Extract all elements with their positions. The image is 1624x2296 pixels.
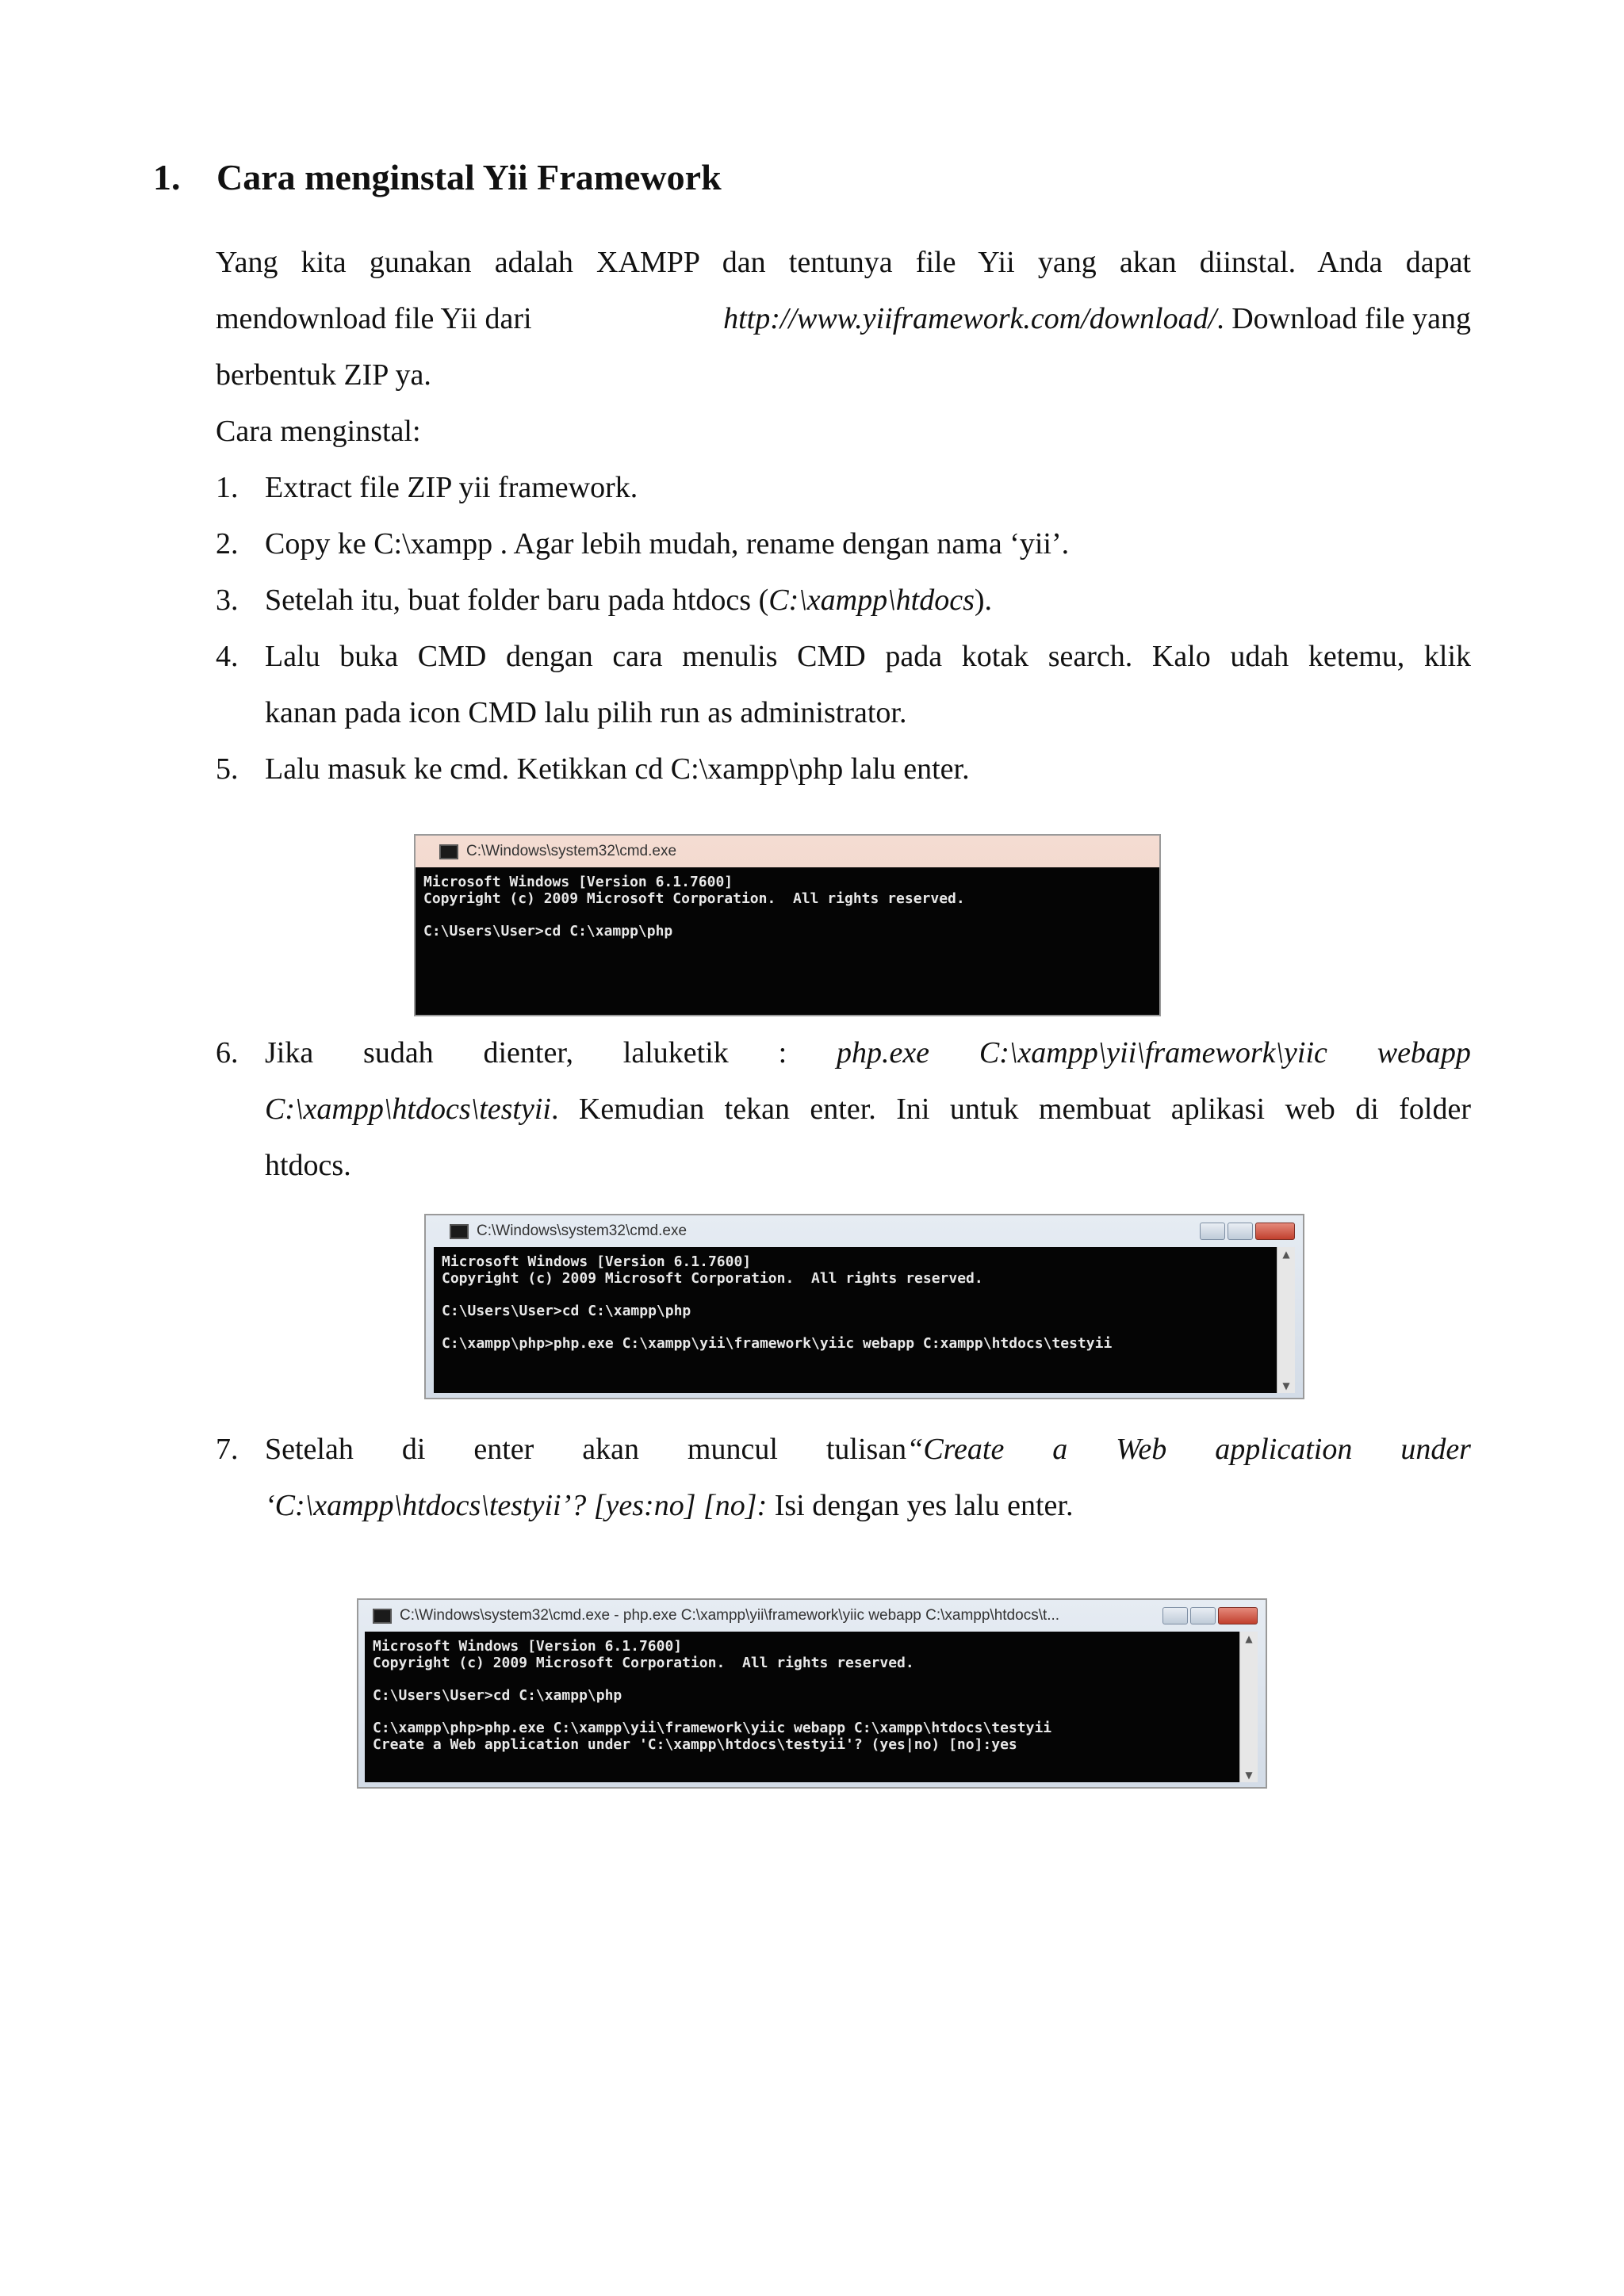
intro-line-2 bbox=[216, 291, 1471, 347]
console-output bbox=[365, 1632, 1258, 1782]
cmd-icon bbox=[439, 844, 458, 859]
quoted-word: “Create bbox=[906, 1433, 1005, 1466]
step-6-line-2-rest: . Kemudian tekan enter. Ini untuk membuat aplikasi web di folder bbox=[550, 1093, 1471, 1126]
console-title: C:\Windows\system32\cmd.exe bbox=[477, 1223, 688, 1239]
section-heading bbox=[153, 152, 722, 203]
step-6-line-3: htdocs. bbox=[265, 1149, 351, 1182]
word: akan bbox=[582, 1433, 639, 1466]
step-6 bbox=[216, 1025, 1471, 1194]
minimize-button[interactable] bbox=[1162, 1607, 1188, 1624]
steps-label: Cara menginstal: bbox=[216, 415, 421, 448]
step-7-line-2 bbox=[265, 1478, 1471, 1534]
console-line: C:\xampp\php>php.exe C:\xampp\yii\framework\yiic webapp C:xampp\htdocs\testyii bbox=[442, 1335, 1113, 1352]
cmd-icon bbox=[373, 1609, 392, 1624]
word: : bbox=[778, 1036, 787, 1070]
section-title: Cara menginstal Yii Framework bbox=[216, 157, 722, 197]
command-part: C:\xampp\yii\framework\yiic bbox=[979, 1036, 1327, 1070]
htdocs-path: C:\xampp\htdocs bbox=[768, 584, 975, 617]
step-4 bbox=[216, 629, 1471, 741]
intro-line-2-post: . Download file yang bbox=[1216, 302, 1471, 335]
step-7-line-1 bbox=[265, 1422, 1471, 1478]
console-window-3 bbox=[357, 1598, 1267, 1789]
word: laluketik bbox=[622, 1036, 729, 1070]
step-1 bbox=[216, 460, 1471, 516]
word: enter bbox=[473, 1433, 534, 1466]
close-button[interactable] bbox=[1255, 1223, 1295, 1240]
word: sudah bbox=[363, 1036, 434, 1070]
word: di bbox=[401, 1433, 426, 1466]
step-text: Lalu masuk ke cmd. Ketikkan cd C:\xampp\php lalu enter. bbox=[265, 752, 970, 786]
prompt-text: ‘C:\xampp\htdocs\testyii’? [yes:no] [no]: bbox=[265, 1489, 768, 1522]
step-2 bbox=[216, 516, 1471, 572]
scroll-down-icon[interactable]: ▼ bbox=[1282, 1380, 1290, 1391]
console-line: Microsoft Windows [Version 6.1.7600] bbox=[442, 1253, 752, 1270]
intro-line-1: Yang kita gunakan adalah XAMPP dan tentunya file Yii yang akan diinstal. Anda dapat bbox=[216, 246, 1471, 279]
step-3-pre: Setelah itu, buat folder baru pada htdocs ( bbox=[265, 584, 769, 617]
quoted-word: a bbox=[1052, 1433, 1068, 1466]
step-5 bbox=[216, 741, 1471, 798]
command-part: php.exe bbox=[836, 1036, 930, 1070]
close-button[interactable] bbox=[1218, 1607, 1258, 1624]
command-part: webapp bbox=[1377, 1036, 1471, 1070]
console-line: Microsoft Windows [Version 6.1.7600] bbox=[423, 874, 733, 890]
console-line: Create a Web application under 'C:\xampp\htdocs\testyii'? (yes|no) [no]:yes bbox=[373, 1736, 1017, 1753]
scroll-up-icon[interactable]: ▲ bbox=[1282, 1249, 1290, 1260]
step-number: 5. bbox=[216, 752, 239, 786]
word: muncul bbox=[687, 1433, 778, 1466]
step-6-line-2 bbox=[265, 1081, 1471, 1138]
console-line: C:\xampp\php>php.exe C:\xampp\yii\framework\yiic webapp C:\xampp\htdocs\testyii bbox=[373, 1720, 1052, 1736]
console-line: Microsoft Windows [Version 6.1.7600] bbox=[373, 1638, 683, 1655]
maximize-button[interactable] bbox=[1190, 1607, 1216, 1624]
step-4-line-2: kanan pada icon CMD lalu pilih run as administrator. bbox=[265, 696, 907, 729]
word: tulisan bbox=[825, 1433, 907, 1466]
scrollbar[interactable] bbox=[1277, 1247, 1295, 1393]
step-text: Copy ke C:\xampp . Agar lebih mudah, rename dengan nama ‘yii’. bbox=[265, 527, 1070, 561]
scroll-down-icon[interactable]: ▼ bbox=[1245, 1770, 1253, 1781]
console-titlebar bbox=[358, 1600, 1266, 1632]
quoted-word: application bbox=[1215, 1433, 1353, 1466]
console-line: Copyright (c) 2009 Microsoft Corporation. All rights reserved. bbox=[442, 1270, 983, 1287]
step-number: 1. bbox=[216, 471, 239, 504]
console-window-1 bbox=[414, 834, 1161, 1016]
console-line: C:\Users\User>cd C:\xampp\php bbox=[442, 1303, 691, 1319]
maximize-button[interactable] bbox=[1228, 1223, 1253, 1240]
console-window-2 bbox=[424, 1214, 1304, 1399]
word: dienter, bbox=[483, 1036, 573, 1070]
scroll-up-icon[interactable]: ▲ bbox=[1245, 1633, 1253, 1644]
section-number: 1. bbox=[153, 157, 181, 197]
console-output bbox=[434, 1247, 1295, 1393]
console-line: Copyright (c) 2009 Microsoft Corporation. All rights reserved. bbox=[423, 890, 965, 907]
console-line: C:\Users\User>cd C:\xampp\php bbox=[423, 923, 673, 939]
step-3-post: ). bbox=[974, 584, 993, 617]
console-line: C:\Users\User>cd C:\xampp\php bbox=[373, 1687, 622, 1704]
step-text: Extract file ZIP yii framework. bbox=[265, 471, 638, 504]
console-titlebar bbox=[416, 836, 1159, 867]
cmd-icon bbox=[450, 1224, 469, 1239]
minimize-button[interactable] bbox=[1200, 1223, 1225, 1240]
intro-line-3: berbentuk ZIP ya. bbox=[216, 358, 431, 392]
scrollbar[interactable] bbox=[1239, 1632, 1258, 1782]
word: Jika bbox=[265, 1036, 314, 1070]
download-url: http://www.yiiframework.com/download/ bbox=[723, 302, 1217, 335]
console-title: C:\Windows\system32\cmd.exe bbox=[466, 843, 677, 859]
testyii-path: C:\xampp\htdocs\testyii bbox=[265, 1093, 551, 1126]
step-number: 3. bbox=[216, 584, 239, 617]
word: Setelah bbox=[265, 1433, 354, 1466]
step-7-line-2-rest: Isi dengan yes lalu enter. bbox=[767, 1489, 1074, 1522]
console-line: Copyright (c) 2009 Microsoft Corporation. All rights reserved. bbox=[373, 1655, 914, 1671]
step-4-line-1: Lalu buka CMD dengan cara menulis CMD pada kotak search. Kalo udah ketemu, klik bbox=[265, 640, 1471, 673]
step-number: 6. bbox=[216, 1036, 239, 1070]
step-6-line-1 bbox=[265, 1025, 1471, 1081]
console-output bbox=[416, 867, 1159, 1015]
step-text bbox=[265, 572, 1471, 629]
console-title: C:\Windows\system32\cmd.exe - php.exe C:\xampp\yii\framework\yiic webapp C:\xampp\htdocs\t... bbox=[400, 1607, 1060, 1624]
step-7 bbox=[216, 1422, 1471, 1534]
step-3 bbox=[216, 572, 1471, 629]
step-number: 7. bbox=[216, 1433, 239, 1466]
intro-line-2-pre: mendownload file Yii dari bbox=[216, 302, 532, 335]
quoted-word: Web bbox=[1116, 1433, 1167, 1466]
console-titlebar bbox=[426, 1215, 1303, 1247]
step-number: 4. bbox=[216, 640, 239, 673]
step-number: 2. bbox=[216, 527, 239, 561]
quoted-word: under bbox=[1400, 1433, 1471, 1466]
